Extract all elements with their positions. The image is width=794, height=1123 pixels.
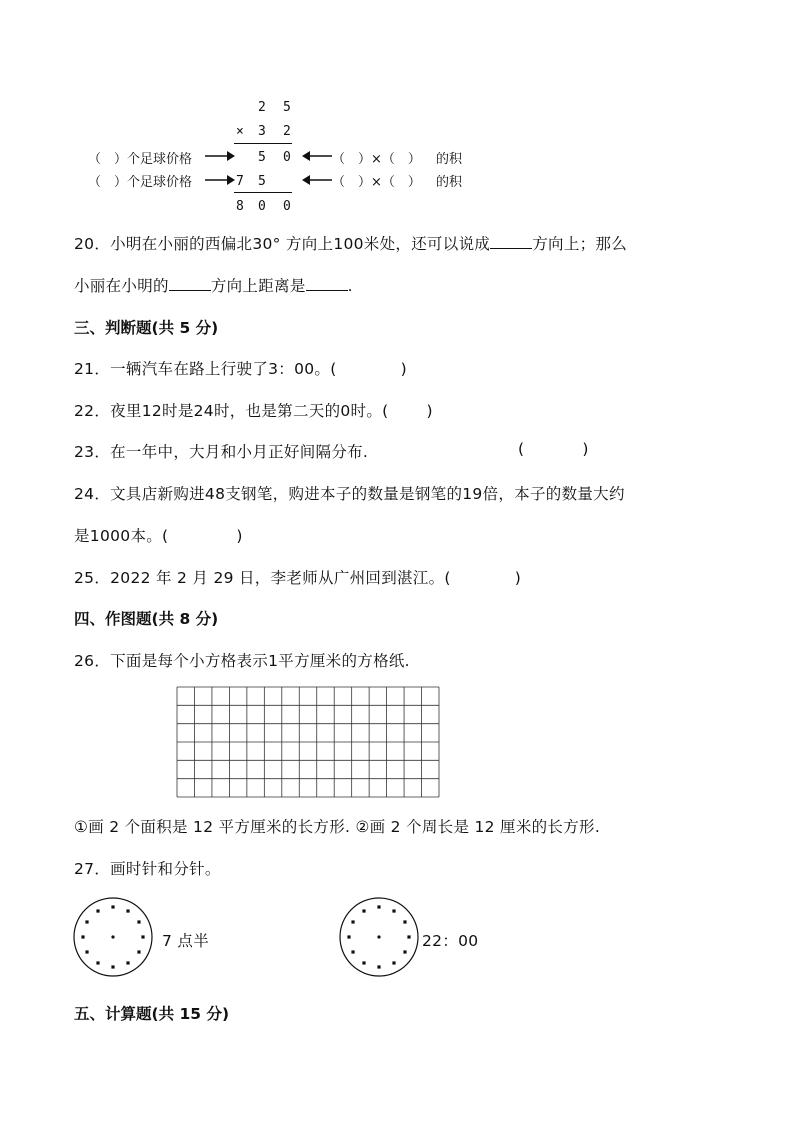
digit: 7 (236, 174, 244, 189)
hour-mark (362, 961, 365, 964)
question-text: 23．在一年中，大月和小月正好间隔分布. (74, 443, 369, 461)
hour-mark (403, 920, 406, 923)
left-label: （ ）个足球价格 (88, 152, 193, 167)
question-21 (74, 357, 407, 379)
left-label: （ ）个足球价格 (88, 175, 193, 190)
question-text: 方向上；那么 (532, 235, 628, 253)
times-sign: × (236, 124, 244, 139)
hour-mark (392, 909, 395, 912)
question-24-line1: 24．文具店新购进48支钢笔，购进本子的数量是钢笔的19倍，本子的数量大约 (74, 485, 625, 503)
question-text: . (347, 277, 353, 295)
paren-close: ) (400, 360, 407, 378)
digit: 8 (236, 199, 244, 214)
digit: 0 (283, 150, 291, 165)
hour-mark (351, 920, 354, 923)
digit: 2 (258, 100, 266, 115)
hour-mark (351, 950, 354, 953)
clock-face-icon[interactable] (72, 896, 162, 978)
hour-mark (347, 935, 350, 938)
paren-close: ) (582, 440, 589, 458)
hour-mark (85, 920, 88, 923)
question-25 (74, 566, 521, 588)
hour-mark (111, 905, 114, 908)
clock-label: 7 点半 (162, 932, 209, 950)
rule-line (234, 143, 292, 144)
hour-mark (392, 961, 395, 964)
digit: 0 (283, 199, 291, 214)
digit: 5 (258, 174, 266, 189)
question-20-line1 (74, 232, 627, 254)
question-text: 21．一辆汽车在路上行驶了3：00。( (74, 360, 337, 378)
hour-mark (137, 950, 140, 953)
question-26: 26．下面是每个小方格表示1平方厘米的方格纸. (74, 652, 410, 670)
hour-mark (81, 935, 84, 938)
section-title: 三、判断题(共 5 分) (74, 319, 219, 337)
answer-blank[interactable] (306, 276, 348, 291)
hour-mark (96, 909, 99, 912)
question-27: 27．画时针和分针。 (74, 860, 221, 878)
question-22 (74, 399, 433, 421)
section-title: 五、计算题(共 15 分) (74, 1005, 230, 1023)
question-26-instruction: ①画 2 个面积是 12 平方厘米的长方形. ②画 2 个周长是 12 厘米的长方形. (74, 818, 601, 836)
rule-line (234, 192, 292, 193)
arrow-right-icon (205, 150, 235, 162)
paren-close: ) (514, 569, 522, 587)
hour-mark (137, 920, 140, 923)
question-text: 20．小明在小丽的西偏北30° 方向上100米处，还可以说成 (74, 235, 491, 253)
question-text: 小丽在小明的 (74, 277, 169, 295)
arrow-right-icon (205, 174, 235, 186)
hour-mark (141, 935, 144, 938)
digit: 5 (258, 150, 266, 165)
hour-mark (403, 950, 406, 953)
question-text: 方向上距离是 (210, 277, 306, 295)
hour-mark (377, 905, 380, 908)
digit: 2 (283, 124, 291, 139)
arrow-left-icon (302, 174, 332, 186)
digit: 3 (258, 124, 266, 139)
hour-mark (377, 965, 380, 968)
paren-close: ) (236, 527, 243, 545)
clock-face-icon[interactable] (338, 896, 420, 978)
question-24-line2 (74, 524, 243, 546)
hour-mark (96, 961, 99, 964)
right-label: （ ）×（ ） (332, 175, 421, 190)
question-23 (74, 440, 368, 462)
hour-mark (111, 965, 114, 968)
digit: 5 (283, 100, 291, 115)
hour-mark (362, 909, 365, 912)
clock-center-dot (377, 935, 380, 938)
question-text: 是1000本。( (74, 527, 169, 545)
question-text: 22．夜里12时是24时，也是第二天的0时。( (74, 402, 389, 420)
question-23-answer (518, 440, 589, 458)
digit: 0 (258, 199, 266, 214)
answer-blank[interactable] (490, 234, 532, 249)
clock-label: 22：00 (422, 932, 479, 950)
right-label-suffix: 的积 (436, 152, 463, 167)
grid-paper[interactable] (176, 686, 440, 798)
question-text: 25．2022 年 2 月 29 日，李老师从广州回到湛江。( (74, 569, 451, 587)
paren-close: ) (426, 402, 433, 420)
hour-mark (126, 961, 129, 964)
hour-mark (407, 935, 410, 938)
section-title: 四、作图题(共 8 分) (74, 610, 219, 628)
answer-blank[interactable] (169, 276, 211, 291)
paren-open: ( (518, 440, 525, 458)
clock-center-dot (111, 935, 114, 938)
hour-mark (126, 909, 129, 912)
right-label: （ ）×（ ） (332, 152, 421, 167)
hour-mark (85, 950, 88, 953)
arrow-left-icon (302, 150, 332, 162)
right-label-suffix: 的积 (436, 175, 463, 190)
question-20-line2 (74, 274, 353, 296)
